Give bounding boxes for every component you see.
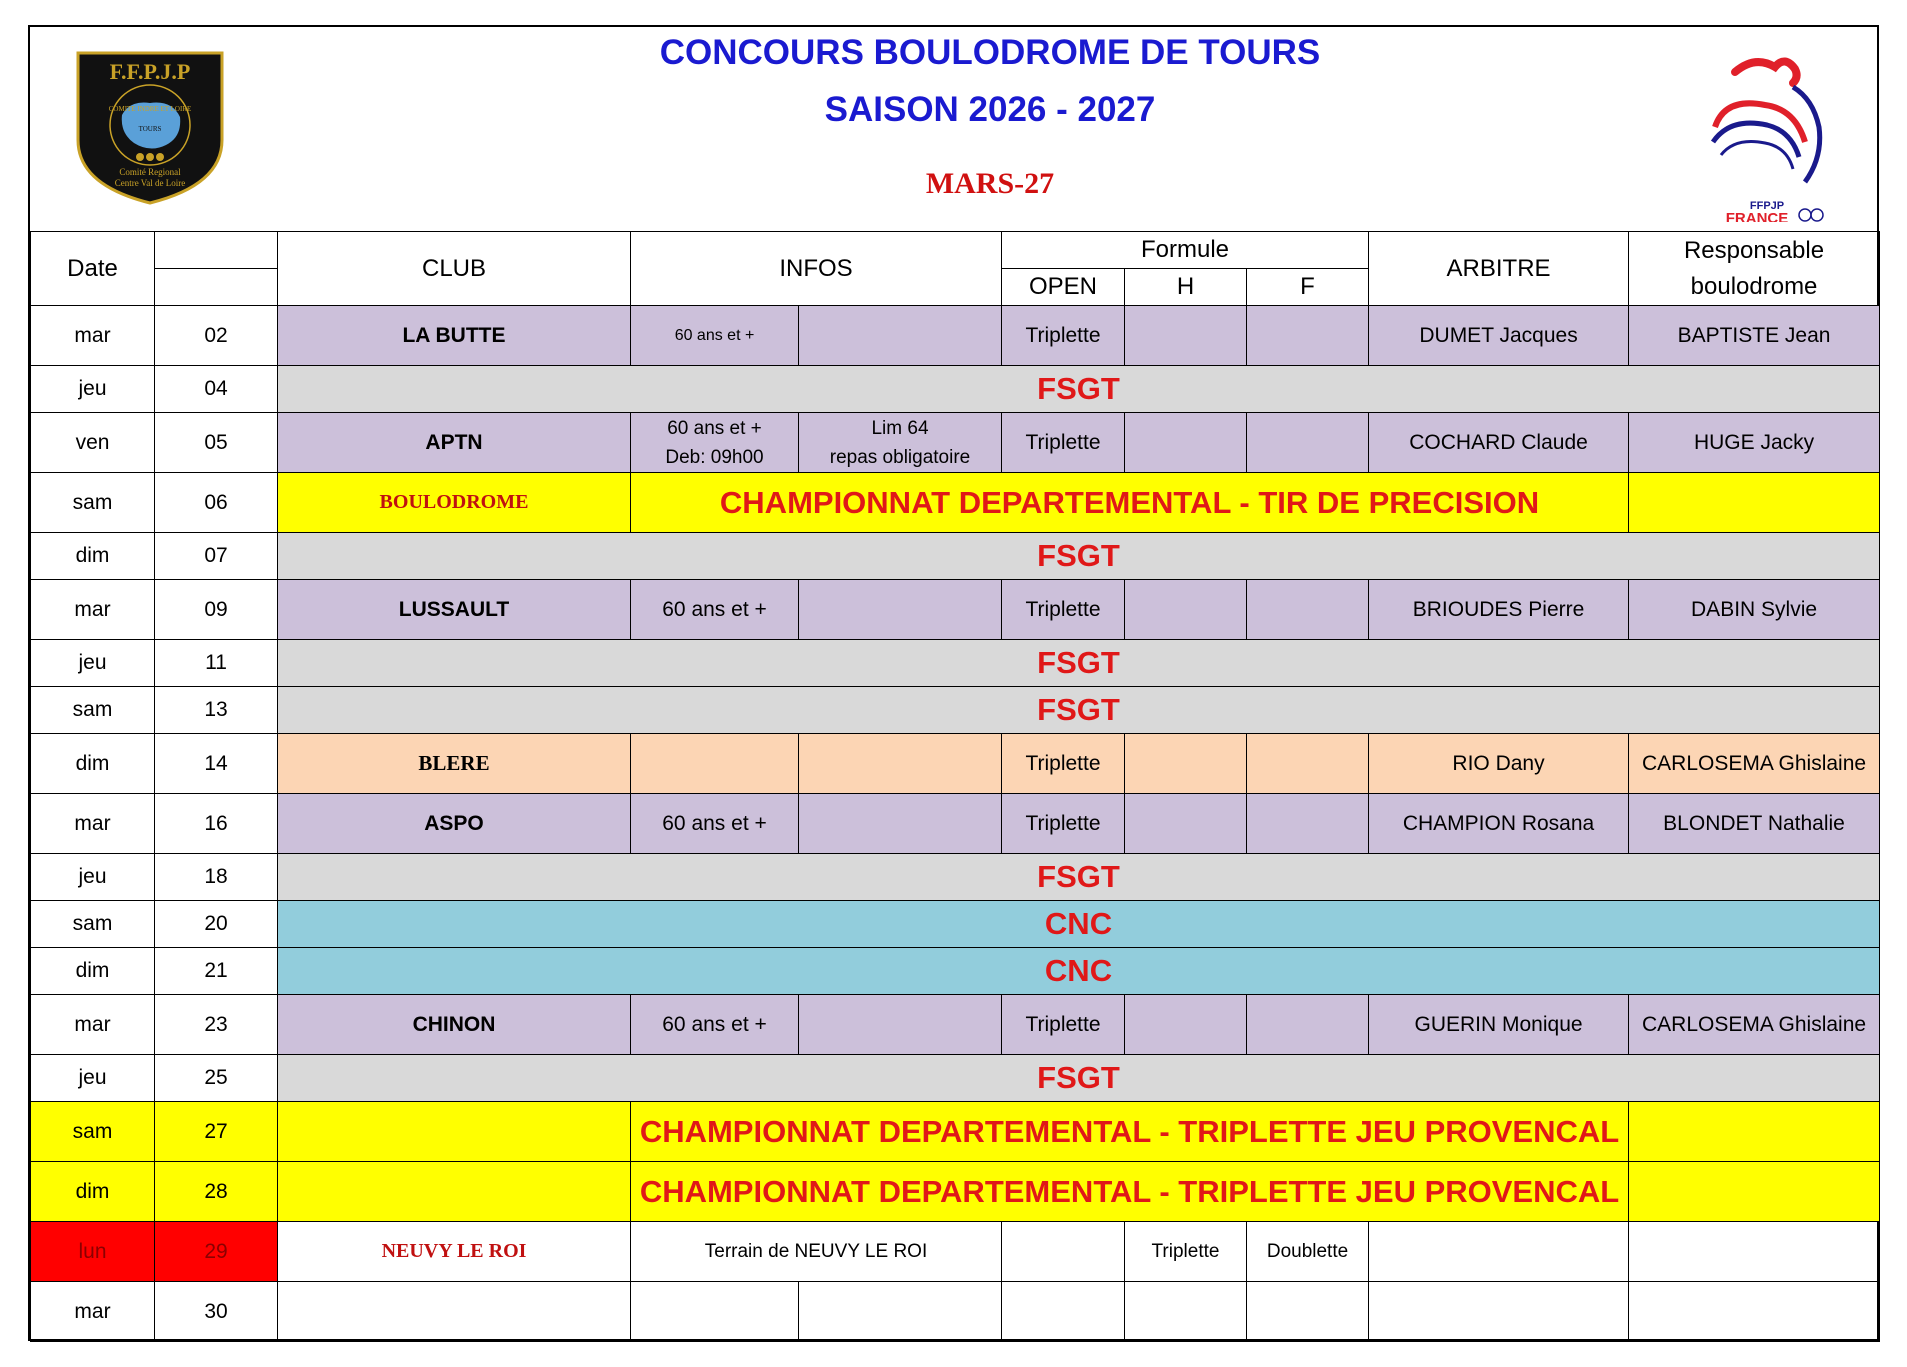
row-info2 [799, 995, 1002, 1055]
col-header-infos: INFOS [631, 232, 1002, 306]
row-day: sam [31, 901, 155, 948]
row-responsable [1629, 473, 1880, 533]
row-date: 06 [155, 473, 278, 533]
col-header-blank [155, 232, 278, 269]
row-day: sam [31, 473, 155, 533]
row-date: 21 [155, 948, 278, 995]
row-date: 02 [155, 306, 278, 366]
row-h [1125, 995, 1247, 1055]
row-club: CHINON [278, 995, 631, 1055]
row-infos: Terrain de NEUVY LE ROI [631, 1222, 1002, 1282]
row-banner-fsgt: FSGT [278, 640, 1880, 687]
row-day: dim [31, 533, 155, 580]
row-date: 18 [155, 854, 278, 901]
row-day: mar [31, 306, 155, 366]
row-club: BLERE [278, 734, 631, 794]
row-open: Triplette [1002, 306, 1125, 366]
row-date: 16 [155, 794, 278, 854]
row-date: 28 [155, 1162, 278, 1222]
row-info1 [631, 734, 799, 794]
row-day: lun [31, 1222, 155, 1282]
row-day: mar [31, 794, 155, 854]
table-row [31, 1222, 1880, 1282]
row-banner-cnc: CNC [278, 901, 1880, 948]
row-f [1247, 306, 1369, 366]
table-row [31, 734, 1880, 794]
row-open [1002, 1282, 1125, 1342]
row-open: Triplette [1002, 580, 1125, 640]
row-open: Triplette [1002, 734, 1125, 794]
row-arbitre: GUERIN Monique [1369, 995, 1629, 1055]
row-day: dim [31, 948, 155, 995]
row-day: jeu [31, 854, 155, 901]
row-date: 23 [155, 995, 278, 1055]
row-arbitre [1369, 1222, 1629, 1282]
row-banner-fsgt: FSGT [278, 533, 1880, 580]
row-h [1125, 306, 1247, 366]
row-date: 27 [155, 1102, 278, 1162]
table-row [31, 533, 1880, 580]
row-date: 30 [155, 1282, 278, 1342]
row-info1-line2: Deb: 09h00 [665, 446, 764, 468]
logo-right-ffpjp-text: FFPJP [1749, 200, 1785, 212]
row-info2 [799, 580, 1002, 640]
row-info2 [799, 734, 1002, 794]
row-banner-championnat: CHAMPIONNAT DEPARTEMENTAL - TRIPLETTE JEU PROVENCAL [631, 1162, 1629, 1222]
row-arbitre: COCHARD Claude [1369, 413, 1629, 473]
row-responsable: BLONDET Nathalie [1629, 794, 1880, 854]
row-date: 11 [155, 640, 278, 687]
row-responsable [1629, 1102, 1880, 1162]
row-info1: 60 ans et + [631, 306, 799, 366]
row-h [1125, 734, 1247, 794]
competition-table [30, 231, 1880, 1342]
row-club: LA BUTTE [278, 306, 631, 366]
row-club: ASPO [278, 794, 631, 854]
row-club [278, 1102, 631, 1162]
col-header-blank-lower [155, 269, 278, 306]
col-header-responsable [1629, 232, 1880, 306]
row-banner-fsgt: FSGT [278, 1055, 1880, 1102]
row-info1-line1: 60 ans et + [667, 417, 762, 439]
row-responsable: DABIN Sylvie [1629, 580, 1880, 640]
row-info1: 60 ans et + [631, 794, 799, 854]
col-header-date: Date [31, 232, 155, 306]
table-row [31, 473, 1880, 533]
row-h [1125, 794, 1247, 854]
row-day: sam [31, 687, 155, 734]
row-h [1125, 1282, 1247, 1342]
row-f [1247, 794, 1369, 854]
row-arbitre: BRIOUDES Pierre [1369, 580, 1629, 640]
row-open [1002, 1222, 1125, 1282]
logo-left-top-text: F.F.P.J.P [109, 59, 191, 84]
row-club: APTN [278, 413, 631, 473]
table-row [31, 366, 1880, 413]
row-day: jeu [31, 640, 155, 687]
row-f [1247, 1282, 1369, 1342]
row-info2 [799, 1282, 1002, 1342]
row-day: sam [31, 1102, 155, 1162]
row-info2 [799, 794, 1002, 854]
row-info2-line1: Lim 64 [871, 417, 929, 439]
row-banner-championnat: CHAMPIONNAT DEPARTEMENTAL - TRIPLETTE JEU PROVENCAL [631, 1102, 1629, 1162]
col-header-arbitre: ARBITRE [1369, 232, 1629, 306]
row-arbitre: RIO Dany [1369, 734, 1629, 794]
row-date: 14 [155, 734, 278, 794]
row-arbitre [1369, 1282, 1629, 1342]
col-header-f: F [1247, 269, 1369, 306]
row-info2 [799, 306, 1002, 366]
row-h [1125, 580, 1247, 640]
row-date: 09 [155, 580, 278, 640]
page-title: CONCOURS BOULODROME DE TOURS [659, 33, 1321, 72]
ffpjp-comite-logo [70, 45, 230, 205]
row-open: Triplette [1002, 413, 1125, 473]
col-header-responsable-line2: boulodrome [1690, 272, 1818, 300]
calendar-sheet [28, 25, 1879, 1341]
table-row [31, 794, 1880, 854]
row-info2-line2: repas obligatoire [829, 446, 971, 468]
logo-right-france-text: FRANCE [1725, 210, 1789, 222]
table-row [31, 948, 1880, 995]
row-responsable [1629, 1282, 1880, 1342]
row-open: Triplette [1002, 794, 1125, 854]
table-row [31, 687, 1880, 734]
table-row [31, 640, 1880, 687]
col-header-open: OPEN [1002, 269, 1125, 306]
row-club: BOULODROME [278, 473, 631, 533]
logo-left-bottom-text2: Centre Val de Loire [114, 178, 186, 188]
row-info2 [799, 413, 1002, 473]
row-day: mar [31, 995, 155, 1055]
table-row [31, 1055, 1880, 1102]
row-arbitre: CHAMPION Rosana [1369, 794, 1629, 854]
row-f [1247, 734, 1369, 794]
row-club [278, 1162, 631, 1222]
row-responsable: CARLOSEMA Ghislaine [1629, 734, 1880, 794]
table-row [31, 901, 1880, 948]
row-f [1247, 580, 1369, 640]
row-date: 13 [155, 687, 278, 734]
logo-left-bottom-text1: Comité Regional [119, 167, 181, 177]
row-arbitre: DUMET Jacques [1369, 306, 1629, 366]
logo-left-map-text: TOURS [138, 125, 162, 133]
col-header-formule: Formule [1002, 232, 1369, 269]
row-banner-fsgt: FSGT [278, 854, 1880, 901]
row-club [278, 1282, 631, 1342]
row-date: 20 [155, 901, 278, 948]
row-banner-fsgt: FSGT [278, 366, 1880, 413]
table-row [31, 1162, 1880, 1222]
month-label: MARS-27 [925, 167, 1055, 200]
row-club: NEUVY LE ROI [278, 1222, 631, 1282]
sheet-header [30, 27, 1877, 232]
row-info1: 60 ans et + [631, 995, 799, 1055]
table-row [31, 854, 1880, 901]
row-h: Triplette [1125, 1222, 1247, 1282]
row-open: Triplette [1002, 995, 1125, 1055]
row-responsable: HUGE Jacky [1629, 413, 1880, 473]
row-f: Doublette [1247, 1222, 1369, 1282]
row-f [1247, 413, 1369, 473]
row-banner-cnc: CNC [278, 948, 1880, 995]
row-day: jeu [31, 1055, 155, 1102]
table-row [31, 1282, 1880, 1342]
logo-left-ring-text: COMITE INDRE ET LOIRE [108, 105, 192, 113]
table-row [31, 580, 1880, 640]
table-row [31, 413, 1880, 473]
row-responsable: CARLOSEMA Ghislaine [1629, 995, 1880, 1055]
table-row [31, 306, 1880, 366]
season-subtitle: SAISON 2026 - 2027 [824, 90, 1156, 129]
row-day: dim [31, 1162, 155, 1222]
row-banner-fsgt: FSGT [278, 687, 1880, 734]
ffpjp-france-rooster-logo [1695, 47, 1860, 222]
row-info1: 60 ans et + [631, 580, 799, 640]
row-responsable: BAPTISTE Jean [1629, 306, 1880, 366]
row-date: 25 [155, 1055, 278, 1102]
row-date: 05 [155, 413, 278, 473]
row-date: 29 [155, 1222, 278, 1282]
col-header-responsable-line1: Responsable [1683, 236, 1825, 264]
row-info1 [631, 1282, 799, 1342]
row-responsable [1629, 1222, 1880, 1282]
row-date: 04 [155, 366, 278, 413]
row-responsable [1629, 1162, 1880, 1222]
row-info1 [631, 413, 799, 473]
row-day: dim [31, 734, 155, 794]
row-day: mar [31, 580, 155, 640]
col-header-club: CLUB [278, 232, 631, 306]
table-row [31, 995, 1880, 1055]
row-h [1125, 413, 1247, 473]
col-header-h: H [1125, 269, 1247, 306]
row-day: jeu [31, 366, 155, 413]
table-row [31, 1102, 1880, 1162]
row-day: ven [31, 413, 155, 473]
row-banner-championnat: CHAMPIONNAT DEPARTEMENTAL - TIR DE PRECISION [631, 473, 1629, 533]
row-f [1247, 995, 1369, 1055]
row-club: LUSSAULT [278, 580, 631, 640]
row-date: 07 [155, 533, 278, 580]
row-day: mar [31, 1282, 155, 1342]
